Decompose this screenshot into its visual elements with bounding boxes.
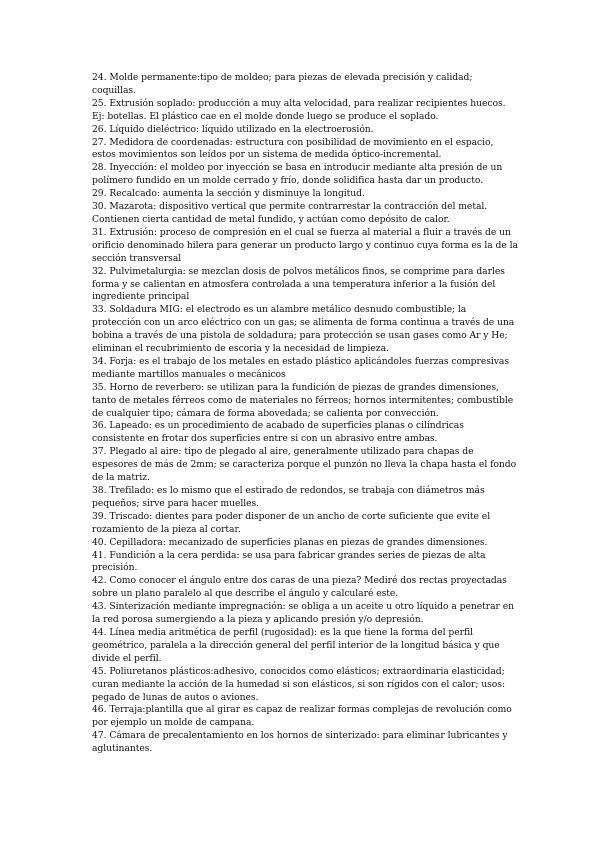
item-number: 25. (92, 97, 107, 109)
item-number: 45. (92, 665, 107, 677)
list-item (92, 124, 518, 137)
item-text: Terraja:plantilla que al girar es capaz de realizar formas complejas de revolución como por ejemplo un molde de campana. (92, 704, 512, 729)
list-item (92, 137, 518, 163)
list-item (92, 266, 518, 305)
list-item (92, 72, 518, 98)
list-item (92, 227, 518, 266)
item-text: Triscado: dientes para poder disponer de un ancho de corte suficiente que evite el rozamiento de la pieza al cortar. (92, 510, 491, 535)
list-item (92, 485, 518, 511)
item-text: Forja: es el trabajo de los metales en estado plástico aplicándoles fuerzas compresivas mediante martillos manuales o mecánicos (92, 355, 509, 380)
item-number: 34. (92, 355, 107, 367)
item-number: 29. (92, 188, 107, 200)
list-item (92, 356, 518, 382)
item-number: 30. (92, 201, 107, 213)
list-item (92, 627, 518, 666)
item-number: 37. (92, 446, 107, 458)
item-text: Lapeado: es un procedimiento de acabado de superficies planas o cilíndricas consistente en frotar dos superficies entre si con un abrasivo entre ambas. (92, 420, 464, 445)
item-text: Extrusión soplado: producción a muy alta velocidad, para realizar recipientes huecos. Ej: botellas. El plástico cae en el molde donde luego se produce el soplado. (92, 97, 506, 122)
item-number: 47. (92, 730, 107, 742)
list-item (92, 537, 518, 550)
item-text: Molde permanente:tipo de moldeo; para piezas de elevada precisión y calidad; coquillas. (92, 72, 473, 96)
list-item (92, 730, 518, 756)
list-item (92, 98, 518, 124)
item-number: 26. (92, 123, 107, 135)
item-text: Recalcado: aumenta la sección y disminuye la longitud. (109, 188, 365, 200)
item-number: 41. (92, 549, 107, 561)
list-item (92, 446, 518, 485)
item-number: 46. (92, 704, 107, 716)
list-item (92, 575, 518, 601)
item-number: 40. (92, 536, 107, 548)
item-number: 42. (92, 575, 107, 587)
document-page (92, 72, 518, 756)
item-number: 38. (92, 485, 107, 496)
list-item (92, 550, 518, 576)
list-item (92, 382, 518, 421)
list-item (92, 188, 518, 201)
item-text: Líquido dieléctrico: líquido utilizado en la electroerosión. (109, 123, 374, 135)
list-item (92, 704, 518, 730)
item-text: Sinterización mediante impregnación: se obliga a un aceite u otro líquido a penetrar en la red porosa sumergiendo a la pieza y aplicando presión y/o depresión. (92, 601, 514, 626)
item-text: Soldadura MIG: el electrodo es un alambre metálico desnudo combustible; la protección con un arco eléctrico con un gas; se alimenta de forma continua a través de una bobina a través de una pistola de soldadura; para protección se usan gases como Ar y He; eliminan el recubrimiento de escoria y la necesidad de limpieza. (92, 304, 515, 355)
list-item (92, 420, 518, 446)
list-item (92, 511, 518, 537)
item-number: 31. (92, 226, 107, 238)
item-text: Línea media aritmética de perfil (rugosidad): es la que tiene la forma del perfil geométrico, paralela a la dirección general del perfil interior de la longitud básica y que divide el perfil. (92, 626, 500, 664)
item-text: Horno de reverbero: se utilizan para la fundición de piezas de grandes dimensiones, tanto de metales férreos como de materiales no férreos; hornos intermitentes; combustible de cualquier tipo; cámara de forma abovedada; se calienta por convección. (92, 381, 514, 419)
item-text: Medidora de coordenadas: estructura con posibilidad de movimiento en el espacio, estos movimientos son leídos por un sistema de medida óptico-incremental. (92, 136, 494, 161)
list-item (92, 666, 518, 705)
item-number: 35. (92, 381, 107, 393)
item-text: Plegado al aire: tipo de plegado al aire, generalmente utilizado para chapas de espesores de más de 2mm; se caracteriza porque el punzón no lleva la chapa hasta el fondo de la matriz. (92, 446, 517, 484)
item-number: 28. (92, 162, 107, 174)
item-number: 44. (92, 626, 107, 638)
item-number: 27. (92, 136, 107, 148)
list-item (92, 304, 518, 356)
item-number: 33. (92, 304, 107, 316)
item-number: 43. (92, 601, 107, 613)
item-number: 24. (92, 72, 107, 83)
list-item (92, 601, 518, 627)
item-text: Inyección: el moldeo por inyección se basa en introducir mediante alta presión de un polímero fundido en un molde cerrado y frío, donde solidifica hasta dar un producto. (92, 162, 503, 187)
item-text: Extrusión: proceso de compresión en el cual se fuerza al material a fluir a través de un orificio denominado hilera para generar un producto largo y continuo cuya forma es la de la sección transversal (92, 226, 518, 264)
item-text: Mazarota: dispositivo vertical que permite contrarrestar la contracción del metal. Contienen cierta cantidad de metal fundido, y actúan como depósito de calor. (92, 201, 488, 225)
item-text: Trefilado: es lo mismo que el estirado de redondos, se trabaja con diámetros más pequeños; sirve para hacer muelles. (92, 485, 485, 509)
item-text: Cámara de precalentamiento en los hornos de sinterizado: para eliminar lubricantes y aglutinantes. (92, 730, 508, 755)
item-number: 36. (92, 420, 107, 432)
item-number: 39. (92, 510, 107, 522)
item-text: Fundición a la cera perdida: se usa para fabricar grandes series de piezas de alta precisión. (92, 549, 486, 574)
item-text: Cepilladora: mecanizado de superficies planas en piezas de grandes dimensiones. (109, 536, 488, 548)
item-text: Pulvimetalurgia: se mezclan dosis de polvos metálicos finos, se comprime para darles forma y se calientan en atmosfera controlada a una temperatura inferior a la fusión del ingrediente principal (92, 265, 505, 303)
list-item (92, 201, 518, 227)
list-item (92, 162, 518, 188)
item-text: Poliuretanos plásticos:adhesivo, conocidos como elásticos; extraordinaria elasticidad; curan mediante la acción de la humedad si son elásticos, si son rígidos con el calor; usos: pegado de lunas de autos o aviones. (92, 665, 505, 703)
item-text: Como conocer el ángulo entre dos caras de una pieza? Mediré dos rectas proyectadas sobre un plano paralelo al que describe el ángulo y calcularé este. (92, 575, 507, 600)
item-number: 32. (92, 265, 107, 277)
